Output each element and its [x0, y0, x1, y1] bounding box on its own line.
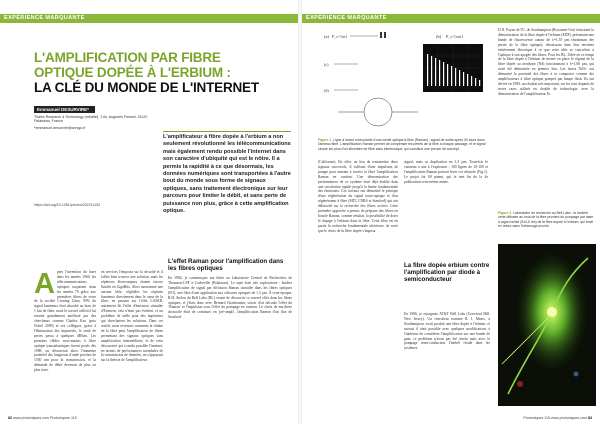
figure-2-label: Figure 2.: [498, 211, 513, 215]
author-name: Emmanuel DESURVIRE*: [34, 106, 95, 113]
title-line-1: L'AMPLIFICATION PAR FIBRE: [34, 50, 221, 65]
right-column-2: signal, mais sa duplication en 1,3 µm. Toutefois le vaisseau a une à l'explosion : 100 lignes de 10-100 et l'amplification Raman pouvait lever cet obstacle (Fig.1). Le projet fut 60 patent, qui le met fin de la 4e publication cette même année.: [404, 160, 488, 184]
right-page: [302, 0, 600, 424]
raman-subhead: L'effet Raman pour l'amplification dans les fibres optiques: [168, 258, 284, 272]
right-column-3: En 1986, je rejoignais AT&T Bell Labs (Crawford Hill, New Jersey). Un chercheur nommé R. J. Mears, à Southampton, avait produit une fibre dopée à l'erbium, et surtout il était possible avec quelques modifications à l'intérieur de considérer l'amplification sur une bande de gain, ce problème n'avait pas été résolu mais avec le pompage semi-conducteur l'intérêt réside dans les systèmes.: [404, 312, 490, 351]
figure-1-caption: [318, 138, 488, 151]
column-1: [34, 270, 96, 416]
column-1-text: près l'invention du laser dans les années 1960, les télécommunications optiques naquirent dans les années 70 grâce aux premières fibres de verre de la société Corning Glass. 99% du signal lumineux était absorbé au bout de 1 km de fibre, mais le travail collectif fut ensuite grandement amélioré par des chercheurs comme Charles Kao (prix Nobel 2009) et ses collègues, grâce à l'élimination des impuretés, le seuil de pertes passa à quelques dB/km. Les premiers câbles sous-marins à fibre optique transatlantiques furent posés dès 1988, on découvrait alors l'immense potentiel des longueurs d'onde proches de 1550 nm pour la transmission, et la demande de débit devenait de plus en plus forte.: [34, 270, 96, 373]
figure-1-graphic: [318, 26, 490, 134]
author-block: [34, 106, 158, 130]
title-line-2: OPTIQUE DOPÉE À L'ERBIUM :: [34, 65, 231, 80]
footer-site: www.photoniques.com: [13, 416, 49, 420]
figure-1-label: Figure 1.: [318, 138, 333, 142]
section-banner: EXPÉRIENCE MARQUANTE: [302, 14, 600, 23]
fig1-eq-1: P_s^{in}: [332, 34, 348, 39]
fig1-label-b: (b): [436, 34, 442, 39]
figure-2-caption-text: Laboratoire de recherche au Bell Labs : la lumière verte diffusée au bout de la fibre provient du pompage par laser à argon ionisé (514,5 nm) de la fibre dopée à l'erbium, qui émet en retour dans l'infrarouge proche.: [498, 211, 594, 228]
figure-2-caption: [498, 211, 594, 228]
abstract: L'amplificateur à fibre dopée à l'erbium a non seulement révolutionné les télécommunications mais également rendu possible l'internet dans son caractère d'ubiquité qui est le nôtre. Il a permis la rapidité à ce que désormais, les données numériques sont transportées à l'autre bout du monde sous forme de signaux optiques, sans traitement électronique sur leur parcours pour limiter le débit, et sans perte de puissance non plus, grâce à cette amplification optique.: [163, 134, 291, 215]
title-line-3: LA CLÉ DU MONDE DE L'INTERNET: [34, 80, 259, 95]
column-2: en services l'emporta sur la sécurité et il fallait bien trouver une solution, mais les répéteurs électroniques étaient encore limités en GigaBits. Alors surnommé une aucune idée, réglables les régimes lumineux directement dans le cœur de la fibre, en passant sur l'effet LASER, autrement dit l'effet d'émission stimulée d'Einstein, cela n'était pas évident, et un problème de taille pour des ingénieurs qui cherchaient les solutions. Dans cet article, nous revenons comment la chaîne de la fibre peut l'amplificateur de fibres permettant des signaux optiques sans amplification intermédiaire, et de cette découverte qui a rendu possible l'internet, en termes de performances mondiales de la transmission de données, en s'appuyant sur la théorie de l'amplificateur.: [101, 270, 163, 363]
article-title: [34, 50, 294, 95]
footer-issue: Photoniques 115: [49, 416, 77, 420]
svg-text:(c): (c): [324, 62, 329, 67]
author-email[interactable]: *emmanuel.desurvire@cnrsgo.fr: [34, 125, 86, 130]
page-number: 83: [588, 416, 592, 420]
page-number: 82: [8, 416, 12, 420]
figure-1-caption-text: Ligne à retard recirculante d'une cavité optique à fibre (Raman) : signal de sortie après 30 tours dans l'anneau fibré. L'amplification Raman permet de compenser les pertes de la fibre à chaque passage, et le signal circule sur plus d'un kilomètre de fibre sans électronique, qui constitue une preuve de concept.: [318, 138, 486, 151]
drop-cap: A: [34, 270, 55, 300]
fig1-eq-2: P_s^{out}: [446, 34, 464, 39]
column-3: En 1984, je commençais ma thèse au Laboratoire Central de Recherches de Thomson-CSF à Corbeville (Palaiseau). Le sujet était très exploratoire : étudier l'amplification de signal par diffusion Raman stimulée dans les fibres optiques (FO), une fibre d'une application aux silicones optiques de 1,3 µm. À cette époque, R.H. Stolen du Bell Labs (BL) venait de découvrir ce nouvel effet dans les fibres optiques, et j'étais donc avec Bernard Charbonnier, savoir d'où découle l'effet du ‘Raman’ et l'impulsion sous l'effet du pompage en continu. Le choix de ma thèse doctorale était de continuer en 'pré-ampli', l'amplification Raman d'un flux de Stanford.: [168, 276, 292, 320]
footer-issue: Photoniques 115: [523, 416, 551, 420]
doi-link[interactable]: https://doi.org/10.1051/photon/202211152: [34, 203, 101, 207]
fig1-label-a: (a): [324, 34, 329, 39]
lab-photo: [498, 244, 596, 406]
right-column-far: D.N. Payne de l'U. de Southampton (Royaume-Uni) réussirent la démonstration de la fibre dopée à l'erbium (EDF), présentant une bande de fluorescence autour de λ=1,55 µm (minimum des pertes de la fibre optique), réussissant dans leur enceinte entièrement électrique à ce que cette idée se concrétise à l'optique à son apogée des fibres. Pour les BL, l'idée en ce temps de la fibre dopée à l'erbium de mettre en place le régime de la fibre dopée au néodyme (Nd) fonctionnant à λ=1,06 µm, qui avait été démontrée en premier lieu. Les lasers Nd3+ ont démontré le potentiel des fibres à se comporter comme des amplificateurs à fibre optique pompés par lampe flash. Ils ont dérivé en 1989, un résultat très important, sur les ions dopants de terres rares utilisés en double de technologie, avec la démonstration de l'amplificateur Er.: [498, 28, 594, 96]
right-column-1: (Californie). En effet, au lieu de transmettre deux signaux successifs, il suffisait d'une impulsion de pompe pour amener à travers la fibre l'amplification Raman en continu. Une démonstration des performances de ce système était déjà établie dans une circulation rapide jusqu'à la limite fondamentale des émissions. Ces travaux ont démontré le principe d'une régénération du signal toute-optique et d'un régénérateur à fibre (MIT, CNRS et Stanford) qui ont débouché sur la recherche des fibres actives. Cette première approche a permis de préparer des fibres en boucle Raman, comme résultat, la possibilité de doter le dopage à l'erbium dans la fibre. Cette fibre est en partie la recherche fondamentale ultérieure, de sorte que le choix de la fibre dopée s'imposa.: [318, 160, 398, 233]
footer-left: [8, 416, 77, 420]
left-page: [0, 0, 298, 424]
author-affiliation: Thales Research & Technology (retraité), 1 Av. Augustin Fresnel, 91120 Palaiseau, France: [34, 115, 148, 124]
section-banner: EXPÉRIENCE MARQUANTE: [0, 14, 298, 23]
figure-1: [318, 26, 490, 134]
svg-text:(d): (d): [324, 88, 329, 93]
fiber-subhead: La fibre dopée erbium contre l'amplification par diode à semiconducteur: [404, 262, 490, 283]
footer-right: [523, 416, 592, 420]
abstract-divider: [163, 131, 291, 132]
footer-site: www.photoniques.com: [551, 416, 587, 420]
